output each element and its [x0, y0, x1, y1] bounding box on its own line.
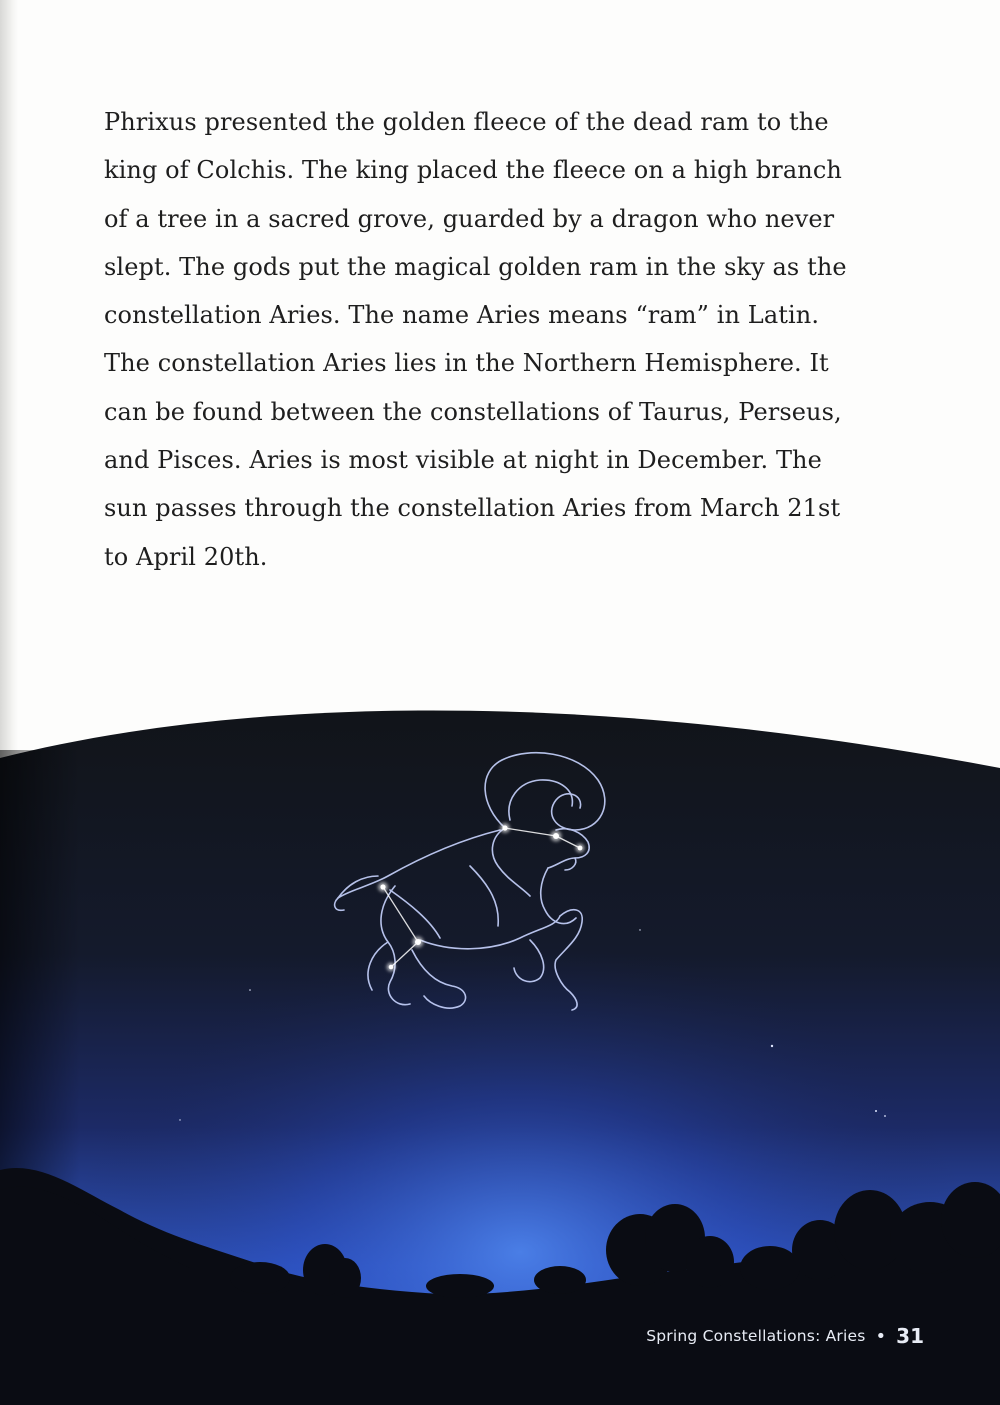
- night-sky-illustration: [0, 690, 1000, 1405]
- body-line: of a tree in a sacred grove, guarded by a dragon who never: [104, 204, 835, 233]
- footer-bullet: •: [875, 1325, 887, 1347]
- body-line: Phrixus presented the golden fleece of the dead ram to the: [104, 108, 829, 136]
- body-line: constellation Aries. The name Aries means “ram” in Latin.: [104, 301, 820, 330]
- body-line: slept. The gods put the magical golden ram in the sky as the: [104, 252, 847, 281]
- ram-constellation-illustration: [0, 690, 1000, 1405]
- body-line: sun passes through the constellation Aries from March 21st: [104, 494, 841, 523]
- body-line: king of Colchis. The king placed the fleece on a high branch: [104, 156, 842, 185]
- body-line: and Pisces. Aries is most visible at night in December. The: [104, 446, 822, 475]
- running-footer-section: Spring Constellations: Aries: [646, 1327, 866, 1345]
- body-line: The constellation Aries lies in the Northern Hemisphere. It: [104, 349, 829, 378]
- body-paragraph: [104, 98, 884, 581]
- body-line: to April 20th.: [104, 542, 268, 571]
- page-number: 31: [896, 1324, 924, 1348]
- body-line: can be found between the constellations of Taurus, Perseus,: [104, 397, 842, 426]
- page-footer: [646, 1324, 924, 1348]
